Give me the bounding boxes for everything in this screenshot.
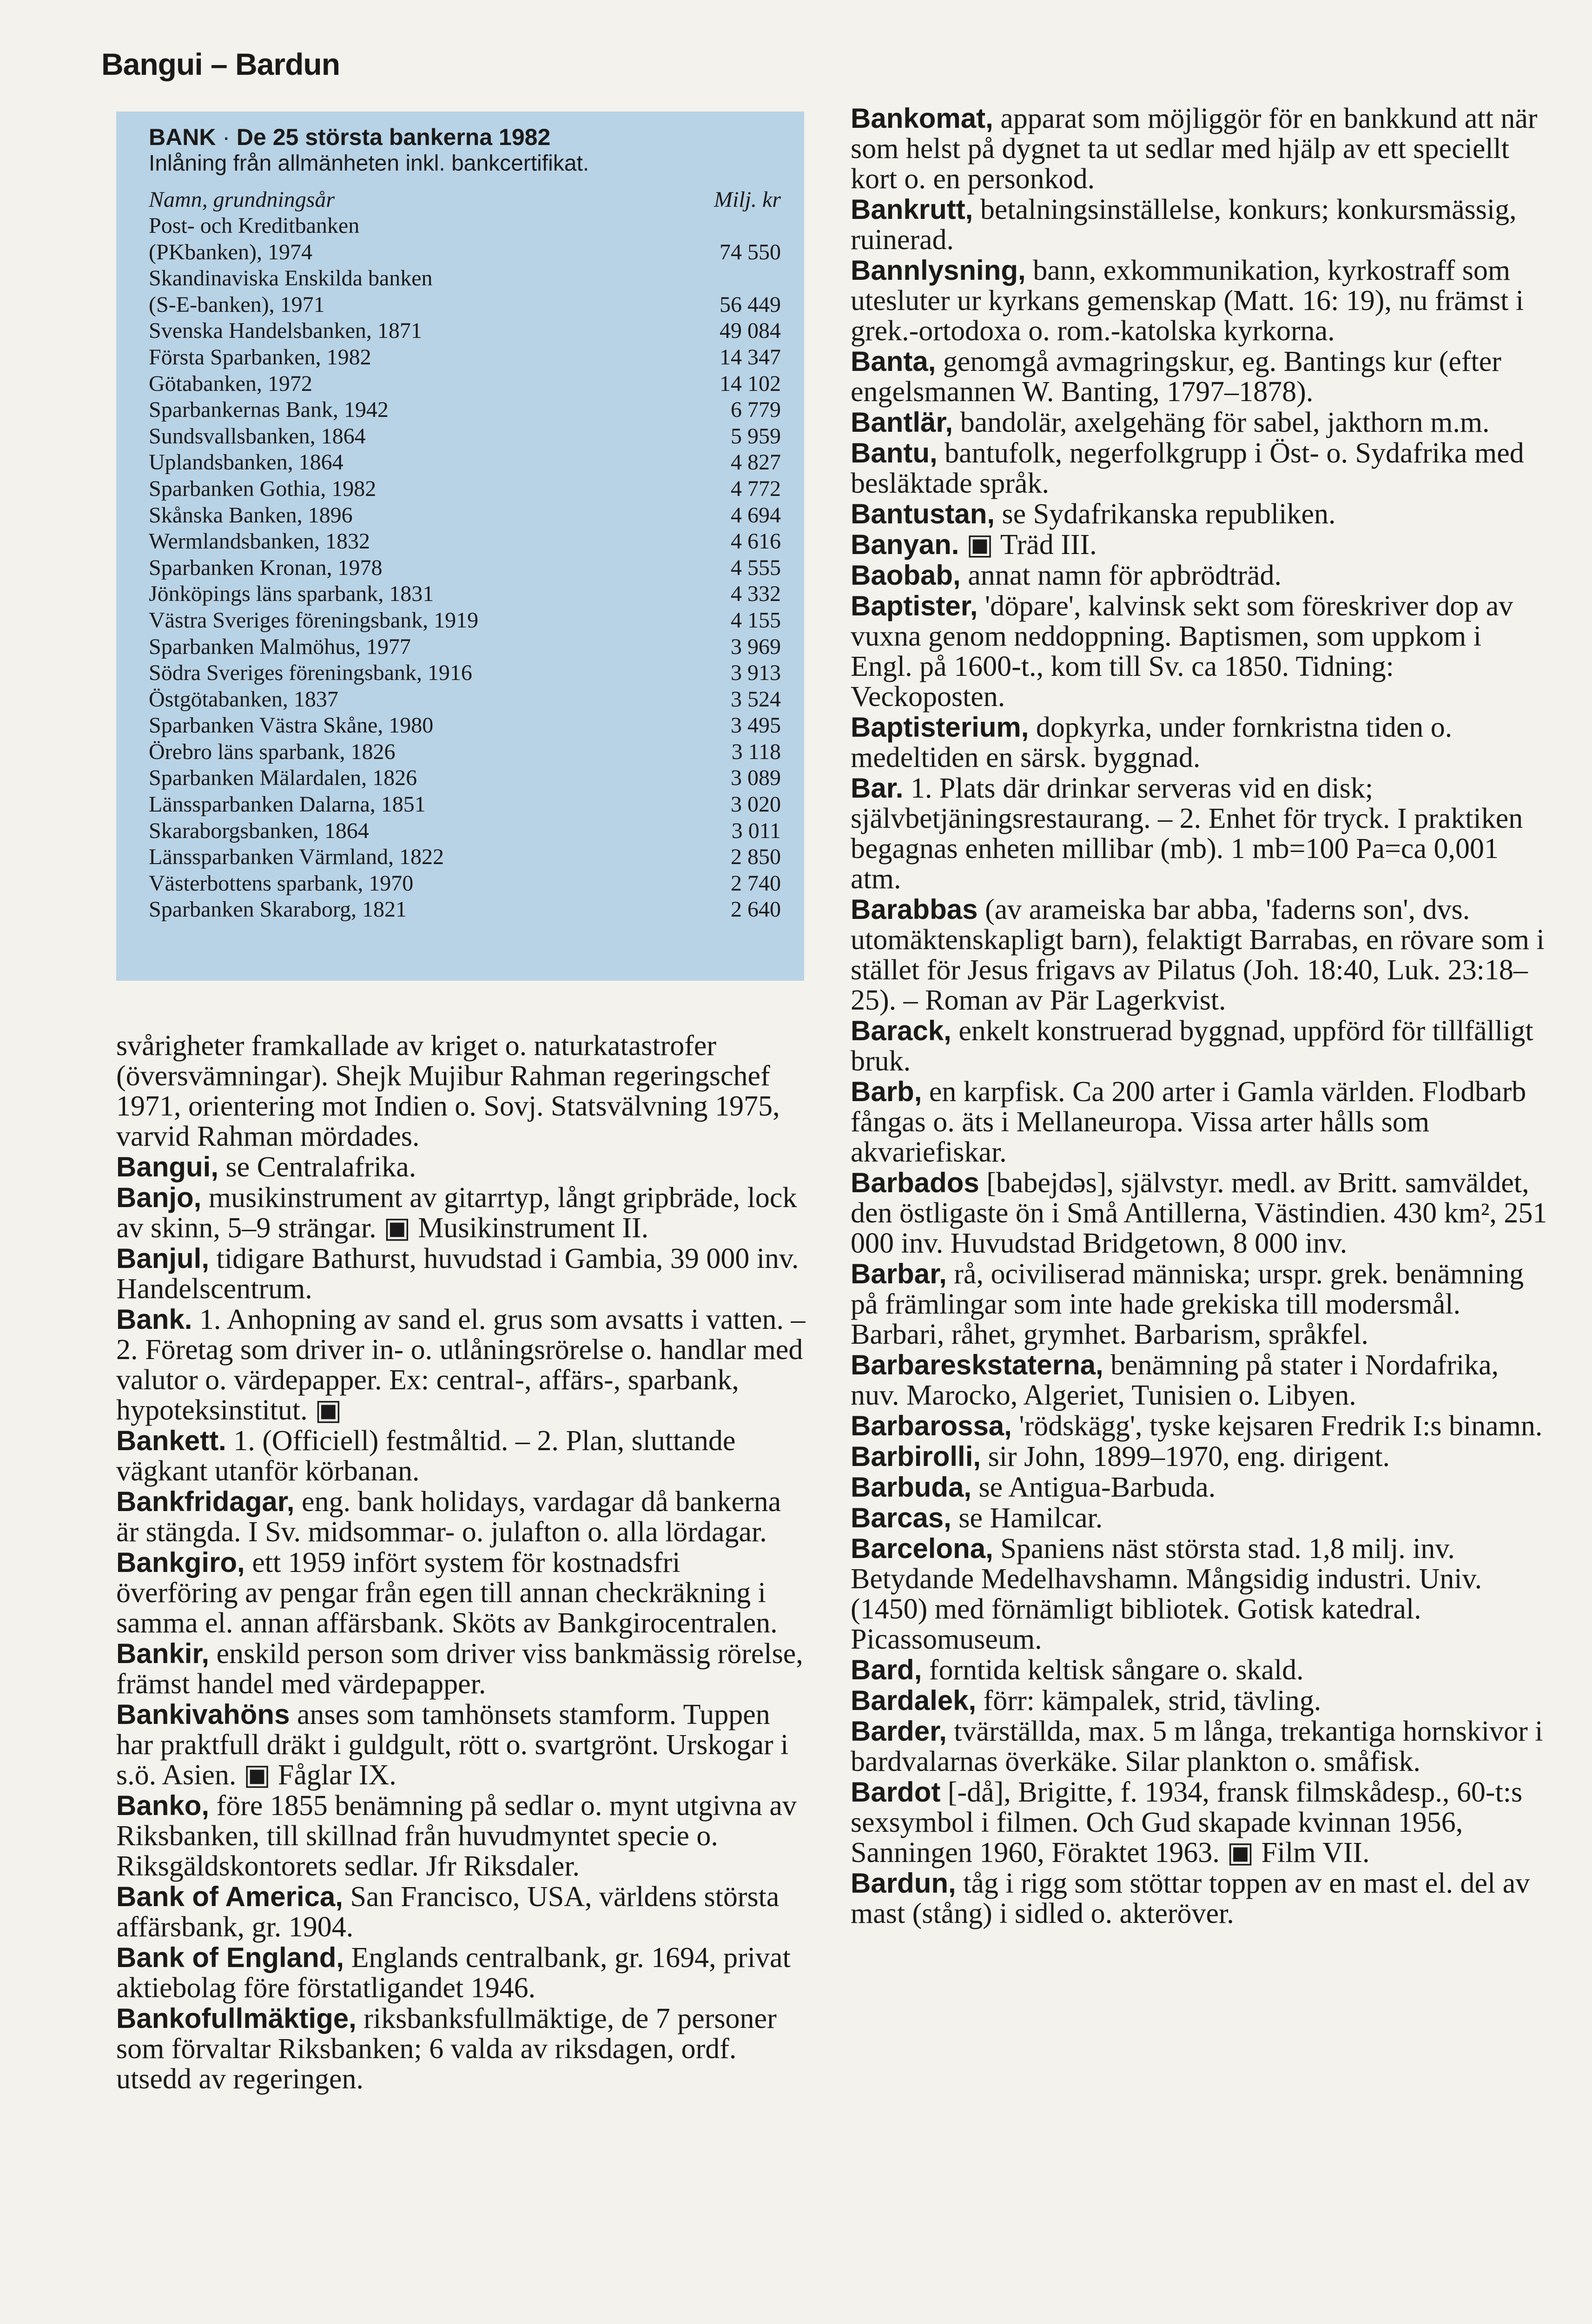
bank-table-row (149, 739, 781, 766)
entry-headword: Barb, (851, 1076, 922, 1107)
bank-table-heading: De 25 största bankerna 1982 (236, 124, 551, 150)
entry-headword: Bantustan, (851, 498, 995, 529)
dictionary-entry (116, 1882, 809, 1942)
entry-headword: Bank. (116, 1304, 192, 1335)
entry-text: eng. bank holidays, vardagar då bankerna är stängda. I Sv. midsommar- o. julafton o. alla lördagar. (116, 1486, 781, 1548)
bank-table-row (149, 449, 781, 476)
bank-name: Sparbankernas Bank, 1942 (149, 397, 389, 423)
bank-table-row (149, 897, 781, 923)
bank-deposits: 3 020 (731, 792, 781, 817)
entry-headword: Baptister, (851, 590, 978, 621)
bank-table-row (149, 476, 781, 502)
bank-table-box (116, 112, 804, 981)
entry-headword: Barbuda, (851, 1472, 972, 1503)
dictionary-entry (851, 1716, 1548, 1777)
dictionary-entry (851, 894, 1548, 1016)
bank-name: Örebro läns sparbank, 1826 (149, 739, 396, 764)
bank-deposits: 3 913 (731, 660, 781, 686)
entry-headword: Bardot (851, 1776, 941, 1808)
entry-headword: Barder, (851, 1716, 947, 1747)
dictionary-entry (851, 438, 1548, 499)
dictionary-entry (851, 194, 1548, 255)
bank-table-label: BANK (149, 124, 216, 150)
dictionary-entry (851, 1168, 1548, 1259)
entry-text: se Centralafrika. (225, 1151, 416, 1183)
entry-text: apparat som möjliggör för en bankkund att när som helst på dygnet ta ut sedlar med hjälp av ett speciellt kort o. en personkod. (851, 103, 1538, 195)
bank-deposits: 6 779 (731, 397, 781, 423)
dictionary-entry (851, 407, 1548, 438)
entry-text: ett 1959 infört system för kostnadsfri överföring av pengar från egen till annan checkräkning i samma el. annan affärsbank. Sköts av Bankgirocentralen. (116, 1547, 778, 1639)
bank-table-header-row (149, 187, 781, 213)
dictionary-entry (116, 1152, 809, 1182)
bank-name: (PKbanken), 1974 (149, 239, 312, 264)
bank-name: Sparbanken Mälardalen, 1826 (149, 766, 417, 791)
dictionary-entry (851, 1533, 1548, 1655)
dictionary-entry (851, 1472, 1548, 1503)
dictionary-entry (851, 1685, 1548, 1716)
bank-name: Södra Sveriges föreningsbank, 1916 (149, 660, 472, 686)
bank-deposits: 5 959 (731, 423, 781, 449)
entry-headword: Bard, (851, 1654, 922, 1685)
entry-headword: Banko, (116, 1790, 210, 1821)
bank-deposits: 4 827 (731, 450, 781, 475)
bank-table-row (149, 871, 781, 897)
bank-table-row (149, 213, 781, 239)
entry-headword: Bantu, (851, 437, 938, 469)
entry-text: enkelt konstruerad byggnad, uppförd för tillfälligt bruk. (851, 1015, 1533, 1077)
bank-table-row (149, 634, 781, 660)
entry-text: se Antigua-Barbuda. (978, 1472, 1216, 1503)
entry-headword: Bantlär, (851, 407, 953, 438)
bank-deposits: 14 347 (720, 344, 781, 370)
dictionary-entry (851, 346, 1548, 407)
bank-name: Länssparbanken Värmland, 1822 (149, 845, 444, 870)
bank-name: Skaraborgsbanken, 1864 (149, 818, 369, 843)
bank-deposits: 56 449 (720, 292, 781, 317)
bank-name: Götabanken, 1972 (149, 371, 312, 396)
entry-text: 1. (Officiell) festmåltid. – 2. Plan, sluttande vägkant utanför körbanan. (116, 1425, 736, 1487)
entry-headword: Bankomat, (851, 103, 993, 134)
bank-deposits: 49 084 (720, 318, 781, 343)
bank-table-row (149, 555, 781, 581)
bank-name: Post- och Kreditbanken (149, 213, 360, 238)
entry-text: svårigheter framkallade av kriget o. naturkatastrofer (översvämningar). Shejk Mujibur Rahman regeringschef 1971, orientering mot Indien o. Sovj. Statsvälvning 1975, varvid Rahman mördades. (116, 1030, 780, 1152)
entry-headword: Barcas, (851, 1502, 951, 1533)
dictionary-entry (116, 1426, 809, 1486)
bank-name: Länssparbanken Dalarna, 1851 (149, 792, 426, 817)
bank-name: Skandinaviska Enskilda banken (149, 266, 433, 291)
entry-headword: Barabbas (851, 894, 978, 925)
entry-text: en karpfisk. Ca 200 arter i Gamla världen. Flodbarb fångas o. äts i Mellaneuropa. Vissa arter hålls som akvariefiskar. (851, 1076, 1526, 1168)
dictionary-entry (851, 1076, 1548, 1168)
dictionary-entry (851, 1350, 1548, 1411)
entry-headword: Baptisterium, (851, 712, 1029, 743)
bank-table-row (149, 371, 781, 397)
entry-headword: Bankett. (116, 1425, 226, 1456)
dictionary-entry (851, 1441, 1548, 1472)
entry-text: anses som tamhönsets stamform. Tuppen har praktfull dräkt i guldgult, rött o. svartgrönt. Urskogar i s.ö. Asien. ▣ Fåglar IX. (116, 1699, 789, 1791)
bank-deposits: 3 495 (731, 713, 781, 738)
entry-headword: Banjo, (116, 1182, 202, 1213)
entry-text: sir John, 1899–1970, eng. dirigent. (988, 1441, 1390, 1472)
dictionary-entry (116, 1547, 809, 1638)
left-column (116, 1031, 809, 2094)
bank-deposits: 3 969 (731, 634, 781, 659)
entry-text: [-då], Brigitte, f. 1934, fransk filmskådesp., 60-t:s sexsymbol i filmen. Och Gud skapade kvinnan 1956, Sanningen 1960, Föraktet 1963. ▣ Film VII. (851, 1776, 1523, 1868)
bank-name: Västerbottens sparbank, 1970 (149, 871, 414, 896)
bank-table-row (149, 660, 781, 687)
entry-text: ▣ Träd III. (966, 529, 1097, 561)
bank-deposits: 3 524 (731, 687, 781, 712)
bank-deposits: 2 640 (731, 897, 781, 922)
entry-text: benämning på stater i Nordafrika, nuv. Marocko, Algeriet, Tunisien o. Libyen. (851, 1349, 1499, 1411)
entry-text: bann, exkommunikation, kyrkostraff som utesluter ur kyrkans gemenskap (Matt. 16: 19), nu främst i grek.-ortodoxa o. rom.-katolska kyrkorna. (851, 255, 1524, 347)
bank-table-row (149, 818, 781, 845)
entry-text: 1. Anhopning av sand el. grus som avsatts i vatten. – 2. Företag som driver in- o. utlåningsrörelse o. handlar med valutor o. värdepapper. Ex: central-, affärs-, sparbank, hypoteksinstitut. ▣ (116, 1304, 806, 1426)
bank-table-row (149, 502, 781, 529)
entry-text: riksbanksfullmäktige, de 7 personer som förvaltar Riksbanken; 6 valda av riksdagen, ordf. utsedd av regeringen. (116, 2003, 777, 2095)
entry-headword: Barbar, (851, 1258, 947, 1289)
entry-text: (av arameiska bar abba, 'faderns son', dvs. utomäktenskapligt barn), felaktigt Barrabas, en rövare som i stället för Jesus frigavs av Pilatus (Joh. 18:40, Luk. 23:18–25). – Roman av Pär Lagerkvist. (851, 894, 1545, 1016)
dictionary-entry (851, 529, 1548, 560)
entry-headword: Bardun, (851, 1868, 956, 1899)
bank-deposits: 74 550 (720, 239, 781, 264)
bank-table-sep: · (222, 124, 230, 150)
bank-name: Uplandsbanken, 1864 (149, 450, 344, 475)
bank-table-row (149, 713, 781, 739)
entry-text: dopkyrka, under fornkristna tiden o. medeltiden en särsk. byggnad. (851, 712, 1453, 773)
dictionary-entry (851, 1411, 1548, 1441)
bank-name: Sparbanken Kronan, 1978 (149, 555, 383, 580)
dictionary-entry (851, 773, 1548, 894)
dictionary-entry (116, 1638, 809, 1699)
dictionary-entry (116, 1304, 809, 1426)
dictionary-entry (851, 1655, 1548, 1685)
entry-text: 'döpare', kalvinsk sekt som föreskriver dop av vuxna genom neddoppning. Baptismen, som uppkom i Engl. på 1600-t., kom till Sv. ca 1850. Tidning: Veckoposten. (851, 590, 1513, 713)
dictionary-entry (116, 1942, 809, 2003)
bank-name: Sparbanken Gothia, 1982 (149, 476, 377, 501)
bank-table-subtitle: Inlåning från allmänheten inkl. bankcertifikat. (149, 151, 589, 176)
bank-table-row (149, 765, 781, 792)
entry-text: bantufolk, negerfolkgrupp i Öst- o. Sydafrika med besläktade språk. (851, 437, 1524, 499)
entry-text: 'rödskägg', tyske kejsaren Fredrik I:s binamn. (1019, 1410, 1543, 1442)
dictionary-entry (116, 1182, 809, 1243)
entry-headword: Bankivahöns (116, 1699, 290, 1730)
entry-text: tåg i rigg som stöttar toppen av en mast el. del av mast (stång) i sidled o. akteröver. (851, 1868, 1530, 1929)
entry-text: rå, ociviliserad människa; urspr. grek. benämning på främlingar som inte hade grekiska till modersmål. Barbari, råhet, grymhet. Barbarism, språkfel. (851, 1258, 1524, 1350)
entry-text: Spaniens näst största stad. 1,8 milj. inv. Betydande Medelhavshamn. Mångsidig industri. Univ. (1450) med förnämligt bibliotek. Gotisk katedral. Picassomuseum. (851, 1533, 1482, 1655)
entry-headword: Banta, (851, 346, 936, 377)
entry-headword: Bank of America, (116, 1881, 343, 1912)
entry-text: förr: kämpalek, strid, tävling. (983, 1685, 1321, 1717)
dictionary-entry (851, 255, 1548, 346)
bank-name: Östgötabanken, 1837 (149, 687, 338, 712)
bank-table-row (149, 423, 781, 450)
bank-name: Sundsvallsbanken, 1864 (149, 423, 366, 449)
entry-headword: Bankgiro, (116, 1547, 245, 1578)
entry-headword: Barbados (851, 1167, 979, 1198)
bank-name: Första Sparbanken, 1982 (149, 344, 371, 370)
entry-text: bandolär, axelgehäng för sabel, jakthorn m.m. (960, 407, 1490, 438)
bank-deposits: 2 850 (731, 845, 781, 870)
dictionary-entry (116, 1243, 809, 1304)
bank-table-row (149, 344, 781, 371)
bank-name: Sparbanken Malmöhus, 1977 (149, 634, 411, 659)
bank-table-row (149, 687, 781, 713)
entry-headword: Banyan. (851, 529, 959, 560)
dictionary-entry (851, 1777, 1548, 1868)
entry-headword: Barack, (851, 1015, 951, 1046)
entry-text: se Hamilcar. (958, 1502, 1103, 1534)
dictionary-entry (116, 1790, 809, 1882)
bank-name: Sparbanken Västra Skåne, 1980 (149, 713, 434, 738)
entry-headword: Bangui, (116, 1151, 218, 1182)
entry-headword: Baobab, (851, 560, 961, 591)
bank-table-row (149, 318, 781, 344)
dictionary-entry (851, 1503, 1548, 1533)
bank-table-row (149, 792, 781, 818)
bank-table-title (149, 124, 781, 151)
entry-headword: Bankfridagar, (116, 1486, 295, 1517)
bank-table-row (149, 239, 781, 266)
bank-table-row (149, 265, 781, 292)
bank-table-row (149, 581, 781, 607)
bank-name: Jönköpings läns sparbank, 1831 (149, 581, 434, 607)
bank-table-row (149, 397, 781, 423)
bank-name: Västra Sveriges föreningsbank, 1919 (149, 607, 479, 633)
entry-text: enskild person som driver viss bankmässig rörelse, främst handel med värdepapper. (116, 1638, 803, 1700)
bank-table-row (149, 292, 781, 318)
entry-headword: Bardalek, (851, 1685, 977, 1716)
entry-headword: Banjul, (116, 1243, 210, 1274)
bank-deposits: 4 555 (731, 555, 781, 580)
entry-headword: Barcelona, (851, 1533, 993, 1564)
bank-deposits: 2 740 (731, 871, 781, 896)
entry-headword: Barbirolli, (851, 1441, 981, 1472)
dictionary-entry (851, 1259, 1548, 1350)
bank-deposits: 4 772 (731, 476, 781, 501)
bank-table-col-name: Namn, grundningsår (149, 187, 335, 212)
entry-text: se Sydafrikanska republiken. (1002, 498, 1336, 530)
entry-text: musikinstrument av gitarrtyp, långt gripbräde, lock av skinn, 5–9 strängar. ▣ Musikinstrument II. (116, 1182, 797, 1244)
entry-text: betalningsinställelse, konkurs; konkursmässig, ruinerad. (851, 194, 1517, 256)
bank-table-rows (149, 213, 781, 923)
dictionary-entry (851, 1016, 1548, 1076)
entry-text: Englands centralbank, gr. 1694, privat aktiebolag före förstatligandet 1946. (116, 1942, 791, 2004)
entry-text: före 1855 benämning på sedlar o. mynt utgivna av Riksbanken, till skillnad från huvudmyntet specie o. Riksgäldskontorets sedlar. Jfr Riksdaler. (116, 1790, 797, 1882)
dictionary-entry (116, 2003, 809, 2094)
entry-text: 1. Plats där drinkar serveras vid en disk; självbetjäningsrestaurang. – 2. Enhet för tryck. I praktiken begagnas enheten millibar (mb). 1 mb=100 Pa=ca 0,001 atm. (851, 772, 1523, 895)
entry-headword: Barbarossa, (851, 1410, 1012, 1441)
bank-table-row (149, 528, 781, 555)
bank-deposits: 3 118 (731, 739, 781, 764)
entry-headword: Bar. (851, 772, 904, 804)
entry-headword: Bank of England, (116, 1942, 344, 1973)
bank-deposits: 4 616 (731, 529, 781, 554)
dictionary-entry (851, 1868, 1548, 1929)
dictionary-entry (851, 103, 1548, 194)
bank-name: (S-E-banken), 1971 (149, 292, 325, 317)
dictionary-entry (851, 712, 1548, 773)
entry-text: tidigare Bathurst, huvudstad i Gambia, 39 000 inv. Handelscentrum. (116, 1243, 799, 1305)
bank-deposits: 4 694 (731, 502, 781, 528)
entry-headword: Barbareskstaterna, (851, 1349, 1103, 1380)
entry-text: tvärställda, max. 5 m långa, trekantiga hornskivor i bardvalarnas överkäke. Silar plankton o. småfisk. (851, 1716, 1543, 1777)
dictionary-entry (851, 591, 1548, 712)
bank-name: Svenska Handelsbanken, 1871 (149, 318, 422, 343)
bank-deposits: 4 332 (731, 581, 781, 607)
bank-deposits: 3 089 (731, 766, 781, 791)
bank-name: Skånska Banken, 1896 (149, 502, 353, 528)
entry-headword: Bankrutt, (851, 194, 973, 225)
right-column (851, 103, 1548, 1929)
bank-table-row (149, 844, 781, 871)
bank-deposits: 14 102 (720, 371, 781, 396)
entry-headword: Bannlysning, (851, 255, 1026, 286)
entry-text: annat namn för apbrödträd. (968, 560, 1282, 591)
entry-text: forntida keltisk sångare o. skald. (929, 1654, 1304, 1686)
running-header: Bangui – Bardun (101, 47, 340, 81)
dictionary-entry (116, 1031, 809, 1152)
dictionary-entry (851, 499, 1548, 529)
bank-table-col-value: Milj. kr (714, 187, 781, 212)
bank-table-row (149, 607, 781, 634)
dictionary-entry (851, 560, 1548, 591)
bank-deposits: 3 011 (731, 818, 781, 843)
dictionary-entry (116, 1486, 809, 1547)
bank-name: Wermlandsbanken, 1832 (149, 529, 370, 554)
entry-headword: Bankofullmäktige, (116, 2003, 357, 2034)
entry-text: genomgå avmagringskur, eg. Bantings kur (efter engelsmannen W. Banting, 1797–1878). (851, 346, 1501, 408)
bank-deposits: 4 155 (731, 607, 781, 633)
dictionary-entry (116, 1699, 809, 1790)
entry-headword: Bankir, (116, 1638, 210, 1669)
entry-text: San Francisco, USA, världens största affärsbank, gr. 1904. (116, 1881, 779, 1943)
bank-name: Sparbanken Skaraborg, 1821 (149, 897, 407, 922)
entry-text: [babejdəs], självstyr. medl. av Britt. samväldet, den östligaste ön i Små Antillerna, Västindien. 430 km², 251 000 inv. Huvudstad Bridgetown, 8 000 inv. (851, 1167, 1547, 1259)
